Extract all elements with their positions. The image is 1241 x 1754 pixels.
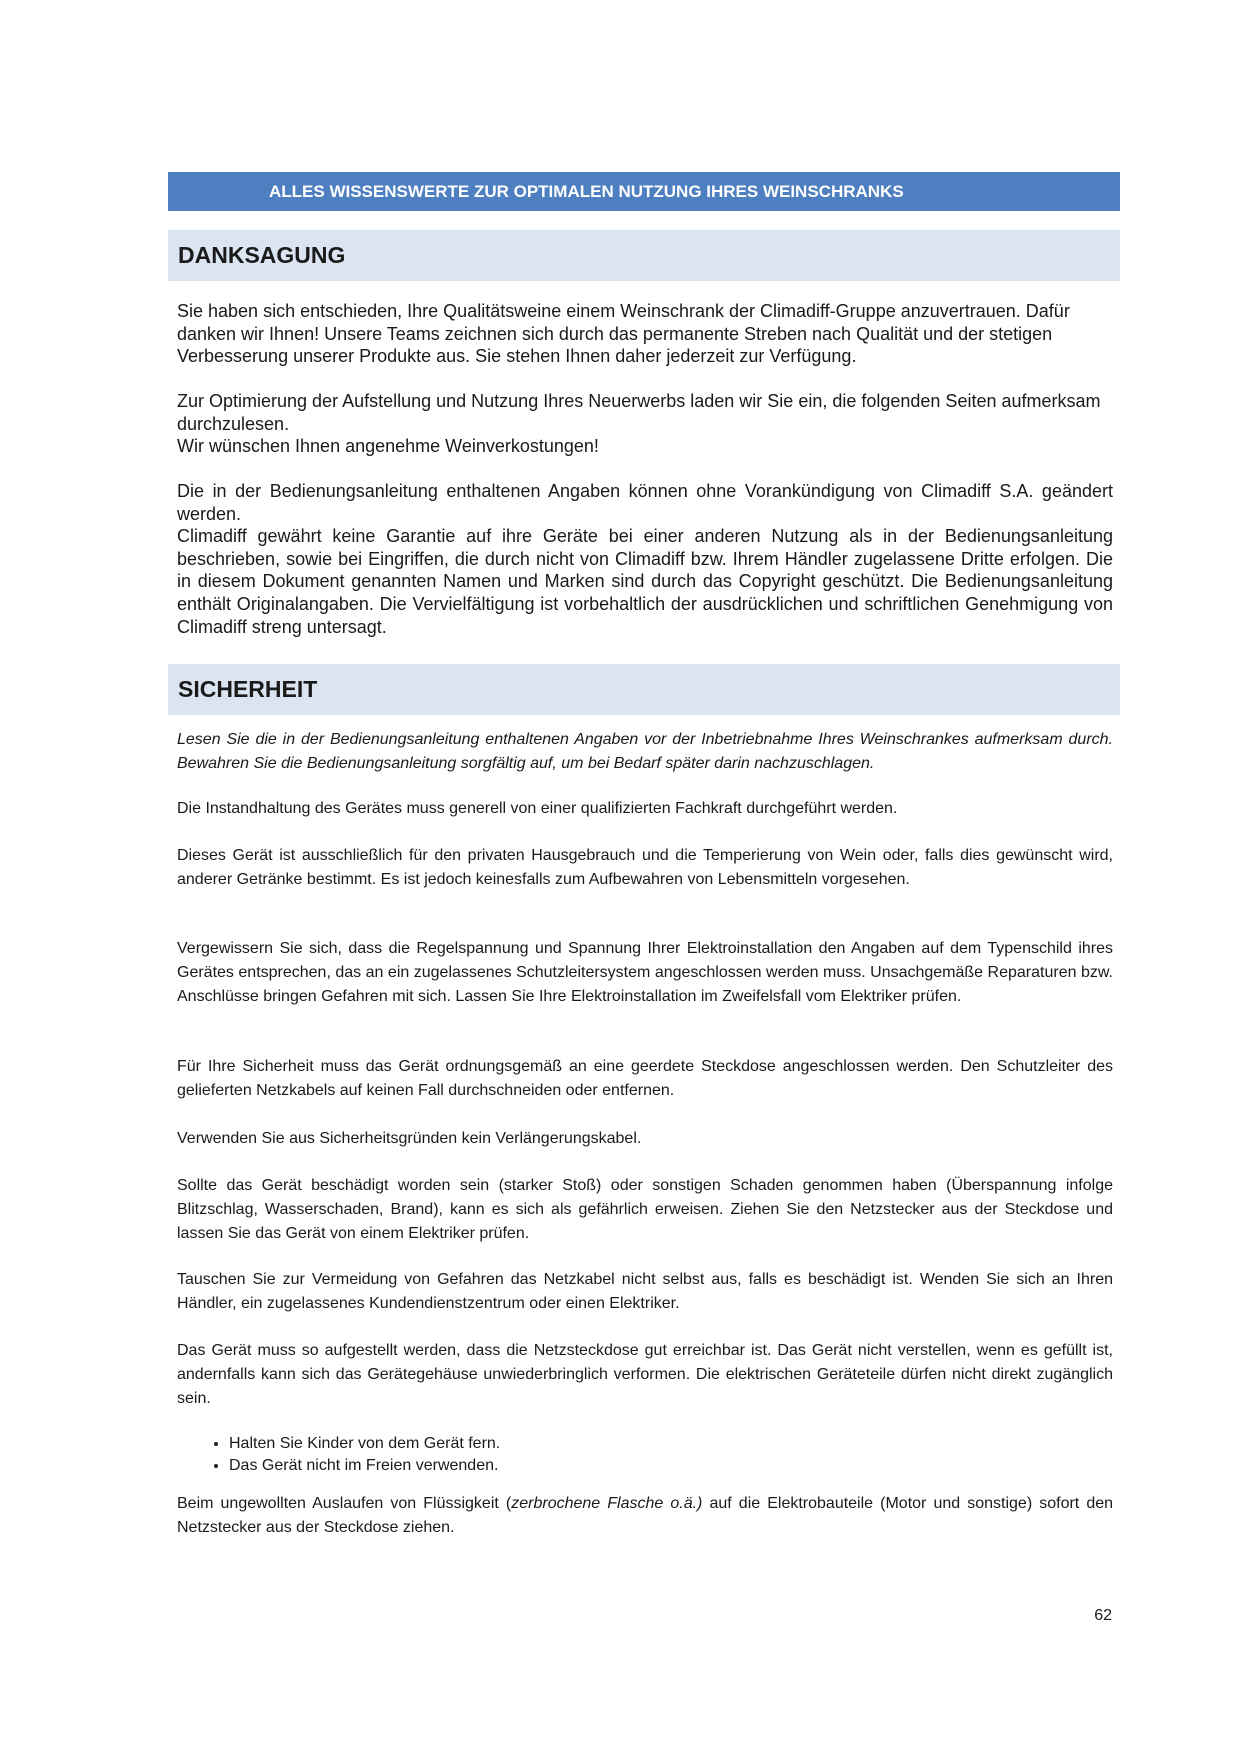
danksagung-paragraph-2-line-2: Wir wünschen Ihnen angenehme Weinverkostungen! [177, 436, 599, 457]
sicherheit-paragraph-9-italic: zerbrochene Flasche o.ä.) [511, 1495, 703, 1512]
list-item: • Halten Sie Kinder von dem Gerät fern. [229, 1433, 1165, 1455]
sicherheit-paragraph-3: Vergewissern Sie sich, dass die Regelspannung und Spannung Ihrer Elektroinstallation den Angaben auf dem Typenschild ihres Gerätes entsprechen, das an ein zugelassenes Schutzleitersystem angeschlossen werden muss. Unsachgemäße Reparaturen bzw. Anschlüsse bringen Gefahren mit sich. Lassen Sie Ihre Elektroinstallation im Zweifelsfall vom Elektriker prüfen. [177, 940, 1113, 1005]
list-item: • Das Gerät nicht im Freien verwenden. [229, 1455, 1165, 1477]
page-number: 62 [1094, 1607, 1112, 1624]
sicherheit-paragraph-2: Dieses Gerät ist ausschließlich für den privaten Hausgebrauch und die Temperierung von Wein oder, falls dies gewünscht wird, anderer Getränke bestimmt. Es ist jedoch keinesfalls zum Aufbewahren von Lebensmitteln vorgesehen. [177, 847, 1113, 888]
document-banner: ALLES WISSENSWERTE ZUR OPTIMALEN NUTZUNG IHRES WEINSCHRANKS [168, 172, 1120, 211]
danksagung-paragraph-3-line-1: Die in der Bedienungsanleitung enthaltenen Angaben können ohne Vorankündigung von Climadiff S.A. geändert werden. [177, 481, 1113, 524]
sicherheit-bullet-list [177, 1433, 1165, 1477]
sicherheit-paragraph-8: Das Gerät muss so aufgestellt werden, dass die Netzsteckdose gut erreichbar ist. Das Gerät nicht verstellen, wenn es gefüllt ist, andernfalls kann sich das Gerätegehäuse unwiederbringlich verformen. Die elektrischen Geräteteile dürfen nicht direkt zugänglich sein. [177, 1342, 1113, 1407]
sicherheit-paragraph-5: Verwenden Sie aus Sicherheitsgründen kein Verlängerungskabel. [177, 1130, 642, 1147]
danksagung-paragraph-2-line-1: Zur Optimierung der Aufstellung und Nutzung Ihres Neuerwerbs laden wir Sie ein, die folgenden Seiten aufmerksam durchzulesen. [177, 391, 1101, 434]
sicherheit-paragraph-9-start: Beim ungewollten Auslaufen von Flüssigkeit ( [177, 1495, 512, 1512]
danksagung-paragraph-3 [177, 480, 1113, 638]
sicherheit-paragraph-1: Die Instandhaltung des Gerätes muss generell von einer qualifizierten Fachkraft durchgeführt werden. [177, 800, 898, 817]
sicherheit-paragraph-4: Für Ihre Sicherheit muss das Gerät ordnungsgemäß an eine geerdete Steckdose angeschlossen werden. Den Schutzleiter des gelieferten Netzkabels auf keinen Fall durchschneiden oder entfernen. [177, 1058, 1113, 1099]
sicherheit-paragraph-7: Tauschen Sie zur Vermeidung von Gefahren das Netzkabel nicht selbst aus, falls es beschädigt ist. Wenden Sie sich an Ihren Händler, ein zugelassenes Kundendienstzentrum oder einen Elektriker. [177, 1271, 1113, 1312]
sicherheit-paragraph-9-end: auf die Elektrobauteile (Motor und sonstige) sofort den Netzstecker aus der Steckdose ziehen. [177, 1495, 1114, 1536]
section-heading-danksagung: DANKSAGUNG [168, 230, 1120, 281]
sicherheit-paragraph-6: Sollte das Gerät beschädigt worden sein (starker Stoß) oder sonstigen Schaden genommen haben (Überspannung infolge Blitzschlag, Wasserschaden, Brand), kann es sich als gefährlich erweisen. Ziehen Sie den Netzstecker aus der Steckdose und lassen Sie das Gerät von einem Elektriker prüfen. [177, 1177, 1113, 1242]
danksagung-paragraph-1: Sie haben sich entschieden, Ihre Qualitätsweine einem Weinschrank der Climadiff-Gruppe anzuvertrauen. Dafür danken wir Ihnen! Unsere Teams zeichnen sich durch das permanente Streben nach Qualität und der stetigen Verbesserung unserer Produkte aus. Sie stehen Ihnen daher jederzeit zur Verfügung. [177, 301, 1070, 367]
sicherheit-paragraph-9 [177, 1492, 1113, 1540]
danksagung-paragraph-2 [177, 390, 1113, 458]
sicherheit-intro: Lesen Sie die in der Bedienungsanleitung enthaltenen Angaben vor der Inbetriebnahme Ihres Weinschrankes aufmerksam durch. Bewahren Sie die Bedienungsanleitung sorgfältig auf, um bei Bedarf später darin nachzuschlagen. [177, 731, 1113, 772]
section-heading-sicherheit: SICHERHEIT [168, 664, 1120, 715]
danksagung-paragraph-3-line-2: Climadiff gewährt keine Garantie auf ihre Geräte bei einer anderen Nutzung als in der Bedienungsanleitung beschrieben, sowie bei Eingriffen, die durch nicht von Climadiff bzw. Ihrem Händler zugelassene Dritte erfolgen. Die in diesem Dokument genannten Namen und Marken sind durch das Copyright geschützt. Die Bedienungsanleitung enthält Originalangaben. Die Vervielfältigung ist vorbehaltlich der ausdrücklichen und schriftlichen Genehmigung von Climadiff streng untersagt. [177, 526, 1113, 637]
